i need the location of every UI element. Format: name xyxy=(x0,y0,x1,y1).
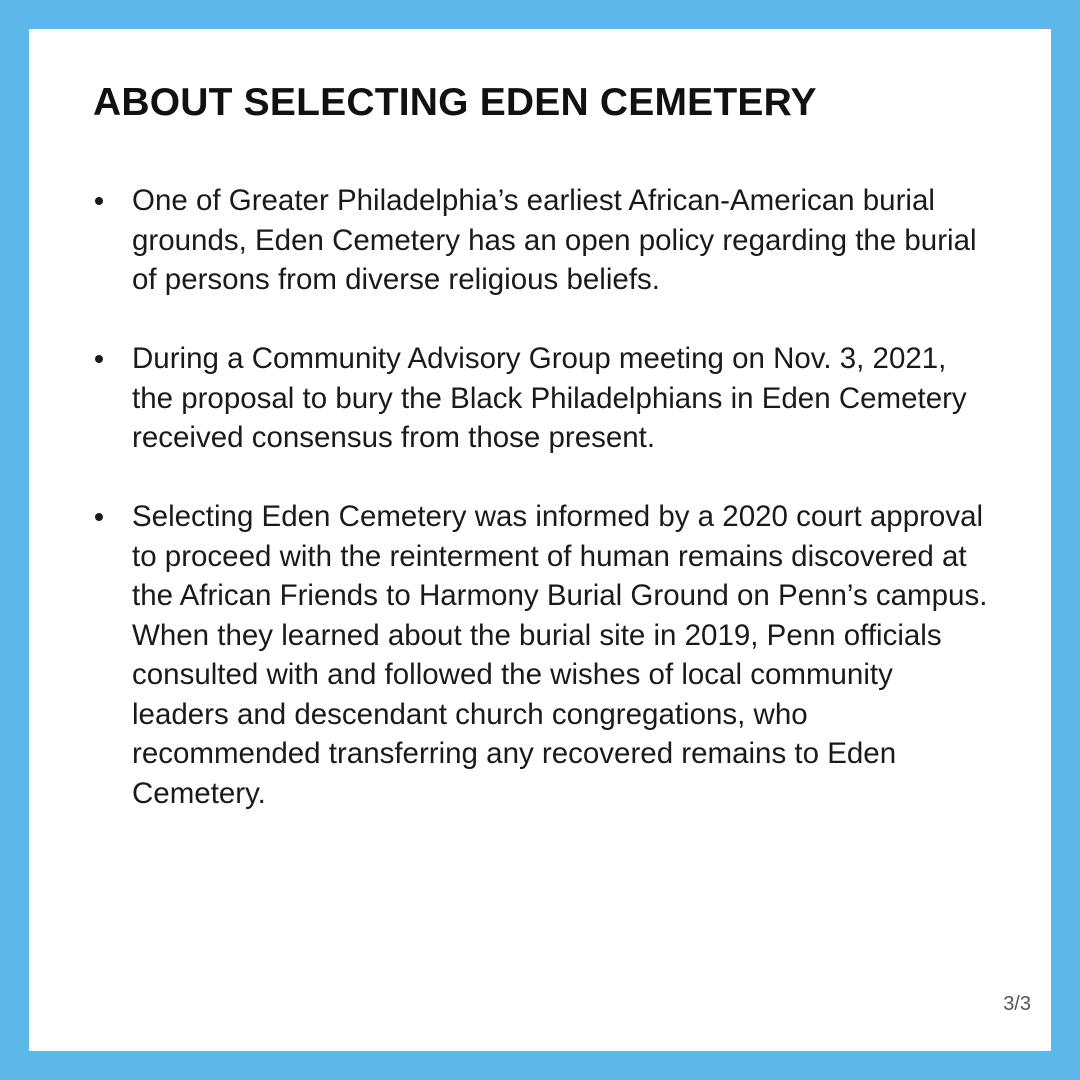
bullet-dot-icon xyxy=(95,513,103,521)
slide-title: ABOUT SELECTING EDEN CEMETERY xyxy=(93,81,817,124)
bullet-dot-icon xyxy=(95,197,103,205)
bullet-dot-icon xyxy=(95,355,103,363)
bullet-text-3: Selecting Eden Cemetery was informed by a 2020 court approval to proceed with the reinterment of human remains discovered at the African Friends to Harmony Burial Ground on Penn’s campus. When they learned about the burial site in 2019, Penn officials consulted with and followed the wishes of local community leaders and descendant church congregations, who recommended transferring any recovered remains to Eden Cemetery. xyxy=(132,500,988,810)
bullet-text-1: One of Greater Philadelphia’s earliest African-American burial grounds, Eden Cemetery has an open policy regarding the burial of persons from diverse religious beliefs. xyxy=(132,184,977,296)
bullet-item-2 xyxy=(91,339,991,458)
bullet-item-3 xyxy=(91,497,991,813)
page-indicator: 3/3 xyxy=(1003,993,1031,1015)
bullet-list xyxy=(91,181,991,853)
bullet-text-2: During a Community Advisory Group meeting on Nov. 3, 2021, the proposal to bury the Black Philadelphians in Eden Cemetery received consensus from those present. xyxy=(132,342,967,454)
bullet-item-1 xyxy=(91,181,991,300)
slide-card xyxy=(29,29,1051,1051)
